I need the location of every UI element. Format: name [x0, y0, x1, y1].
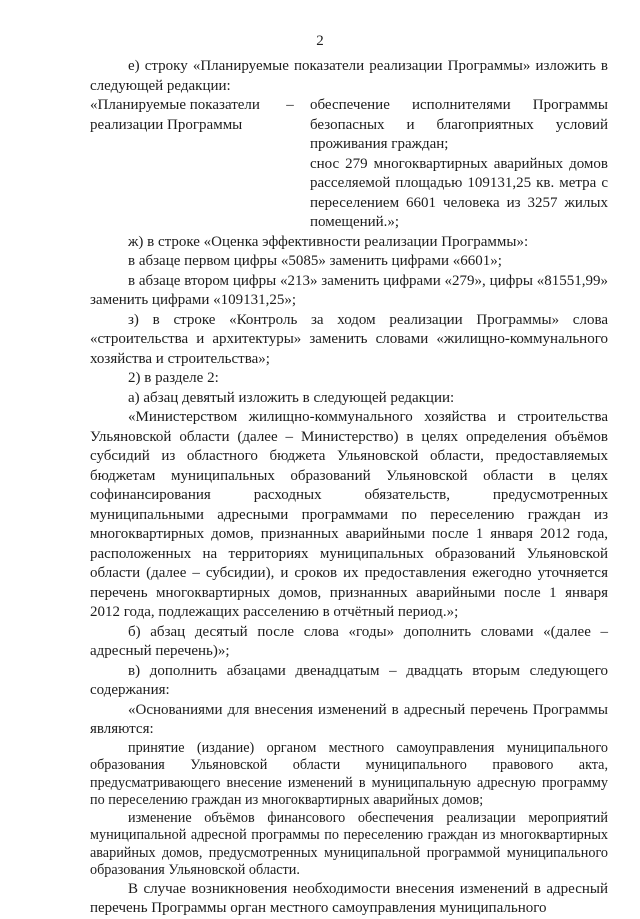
- paragraph-grounds: «Основаниями для внесения изменений в адресный перечень Программы являются:: [90, 701, 608, 737]
- table-right-cell: [310, 96, 608, 233]
- paragraph-first-abzac: в абзаце первом цифры «5085» заменить цифрами «6601»;: [128, 253, 502, 269]
- paragraph-final: В случае возникновения необходимости внесения изменений в адресный перечень Программы орган местного самоуправления муниципального: [90, 880, 608, 916]
- paragraph-second-abzac: в абзаце втором цифры «213» заменить цифрами «279», цифры «81551,99» заменить цифрами «109131,25»;: [90, 272, 608, 308]
- paragraph-adoption: принятие (издание) органом местного самоуправления муниципального образования Ульяновской области муниципального правового акта, предусматривающего внесение изменений в муниципальную адресную программу по переселению граждан из многоквартирных аварийных домов;: [90, 739, 608, 808]
- paragraph-b: б) абзац десятый после слова «годы» дополнить словами «(далее – адресный перечень)»;: [90, 623, 608, 659]
- paragraph-funding-change: изменение объёмов финансового обеспечения реализации мероприятий муниципальной адресной программы по переселению граждан из многоквартирных аварийных домов, предусмотренных муниципальной программой муниципального образования Ульяновской области.: [90, 809, 608, 878]
- paragraph-ministry-quote: «Министерством жилищно-коммунального хозяйства и строительства Ульяновской области (далее – Министерство) в целях определения объёмов субсидий из областного бюджета Ульяновской области, предоставляемых бюджетам муниципальных образований Ульяновской области в целях софинансирования расходных обязательств, предусмотренных муниципальными адресными программами по переселению граждан из многоквартирных домов, признанных аварийными после 1 января 2012 года, расположенных на территориях муниципальных образований Ульяновской области (далее – субсидии), и сроков их предоставления ежегодно уточняется перечень многоквартирных домов, признанных аварийными после 1 января 2012 года, подлежащих расселению в отчётный период.»;: [90, 409, 608, 620]
- paragraph-section-2: 2) в разделе 2:: [128, 370, 219, 386]
- table-dash: –: [286, 97, 294, 113]
- page-number: 2: [316, 33, 324, 49]
- paragraph-e-intro: е) строку «Планируемые показатели реализации Программы» изложить в следующей редакции:: [90, 58, 608, 94]
- table-right-line-1: обеспечение исполнителями Программы безопасных и благоприятных условий проживания граждан;: [310, 97, 608, 152]
- paragraph-a: а) абзац девятый изложить в следующей редакции:: [128, 389, 455, 406]
- table-right-line-2: снос 279 многоквартирных аварийных домов расселяемой площадью 109131,25 кв. метра с переселением 6601 человека из 3257 жилых помещений.»;: [310, 155, 608, 230]
- indicators-table: [90, 96, 608, 233]
- paragraph-z: з) в строке «Контроль за ходом реализации Программы» слова «строительства и архитектуры» заменить словами «жилищно-коммунального хозяйства и строительства»;: [90, 311, 608, 367]
- table-left-cell: «Планируемые показатели реализации Программы: [90, 97, 260, 133]
- document-body: [90, 57, 608, 919]
- paragraph-v: в) дополнить абзацами двенадцатым – двадцать вторым следующего содержания:: [90, 662, 608, 698]
- paragraph-zh: ж) в строке «Оценка эффективности реализации Программы»:: [128, 233, 529, 250]
